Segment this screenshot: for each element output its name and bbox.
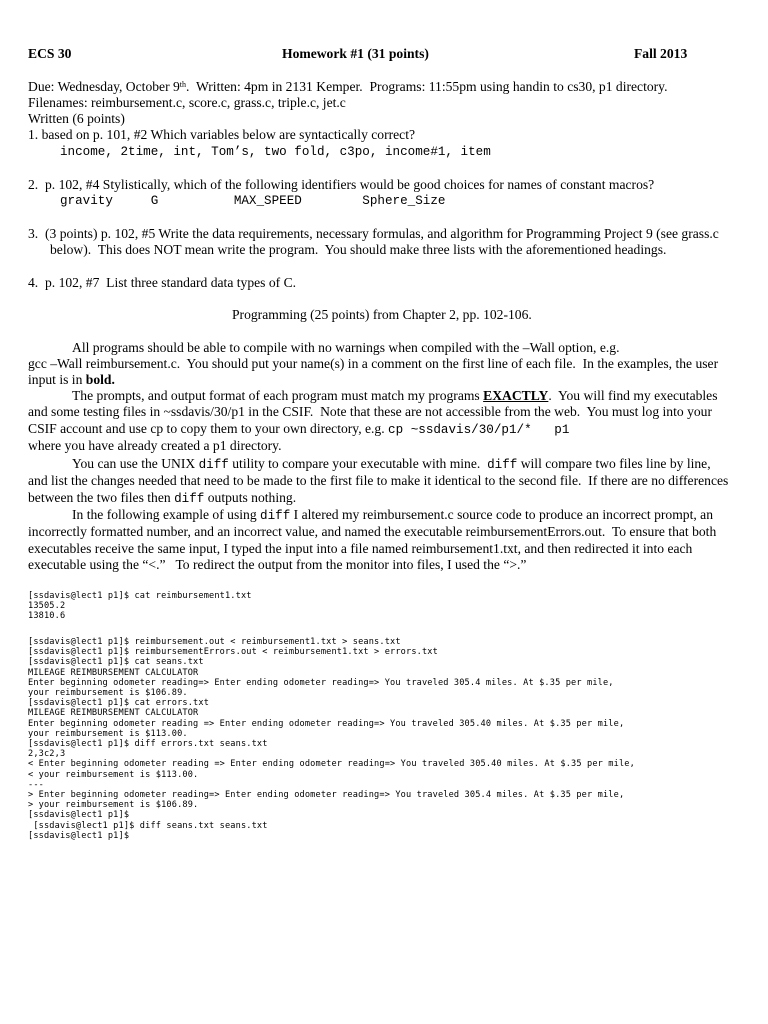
written-heading: Written (6 points)	[28, 111, 125, 126]
terminal-line: [ssdavis@lect1 p1]$ cat errors.txt	[28, 698, 210, 709]
para3-line1: You can use the UNIX diff utility to compare your executable with mine. diff will compare two files line by line,	[72, 456, 711, 472]
question-1-code: income, 2time, int, Tom’s, two fold, c3po, income#1, item	[60, 145, 491, 159]
para2-line2: and some testing files in ~ssdavis/30/p1 in the CSIF. Note that these are not accessible from the web. You must log into your	[28, 404, 712, 419]
terminal-line: < your reimbursement is $113.00.	[28, 769, 199, 780]
terminal-line: [ssdavis@lect1 p1]$ reimbursement.out < reimbursement1.txt > seans.txt	[28, 637, 401, 647]
filenames-line: Filenames: reimbursement.c, score.c, grass.c, triple.c, jet.c	[28, 95, 346, 110]
terminal-line: 13810.6	[28, 611, 66, 622]
terminal-line: [ssdavis@lect1 p1]$	[28, 810, 130, 821]
para3-line2: and list the changes needed that need to be made to the first file to make it identical to the second file. If there are no differences	[28, 473, 729, 488]
question-2: 2. p. 102, #4 Stylistically, which of the following identifiers would be good choices for names of constant macros?	[28, 177, 655, 192]
para4-line2: incorrectly formatted number, and an incorrect value, and named the executable reimbursementErrors.out. To ensure that both	[28, 524, 717, 539]
terminal-line: [ssdavis@lect1 p1]$ cat reimbursement1.txt	[28, 591, 252, 601]
para1-line2: gcc –Wall reimbursement.c. You should put your name(s) in a comment on the first line of each file. In the examples, the user	[28, 356, 719, 371]
terminal-line: [ssdavis@lect1 p1]$ reimbursementErrors.out < reimbursement1.txt > errors.txt	[28, 647, 438, 658]
terminal-line: > your reimbursement is $106.89.	[28, 800, 199, 811]
terminal-line: 2,3c2,3	[28, 749, 66, 760]
para3-line3: between the two files then diff outputs nothing.	[28, 490, 297, 506]
homework-title: Homework #1 (31 points)	[282, 46, 429, 61]
terminal-block-1	[28, 591, 252, 622]
terminal-line: Enter beginning odometer reading=> Enter ending odometer reading=> You traveled 305.4 miles. At $.35 per mile,	[28, 677, 614, 688]
terminal-line: ---	[28, 779, 44, 790]
due-line: Due: Wednesday, October 9th. Written: 4pm in 2131 Kemper. Programs: 11:55pm using handin to cs30, p1 directory.	[28, 79, 668, 94]
terminal-line: Enter beginning odometer reading => Enter ending odometer reading=> You traveled 305.40 miles. At $.35 per mile,	[28, 718, 625, 729]
term: Fall 2013	[634, 46, 688, 61]
question-4: 4. p. 102, #7 List three standard data types of C.	[28, 275, 297, 290]
terminal-line: [ssdavis@lect1 p1]$	[28, 830, 130, 841]
terminal-line: [ssdavis@lect1 p1]$ diff errors.txt seans.txt	[28, 739, 268, 750]
para2-line3: CSIF account and use cp to copy them to your own directory, e.g. cp ~ssdavis/30/p1/* p1	[28, 421, 570, 437]
question-3-line2: below). This does NOT mean write the program. You should make three lists with the aforementioned headings.	[50, 242, 667, 257]
para4-line4: executable using the “<.” To redirect the output from the monitor into files, I used the “>.”	[28, 557, 527, 572]
terminal-line: your reimbursement is $113.00.	[28, 728, 188, 739]
terminal-line: MILEAGE REIMBURSEMENT CALCULATOR	[28, 708, 199, 719]
para2-line1: The prompts, and output format of each program must match my programs EXACTLY. You will find my executables	[72, 388, 718, 403]
terminal-line: < Enter beginning odometer reading => Enter ending odometer reading=> You traveled 305.40 miles. At $.35 per mile,	[28, 759, 635, 770]
question-2-code: gravity G MAX_SPEED Sphere_Size	[60, 194, 446, 208]
para4-line1: In the following example of using diff I altered my reimbursement.c source code to produce an incorrect prompt, an	[72, 507, 713, 523]
terminal-line: your reimbursement is $106.89.	[28, 688, 188, 699]
para1-line3: input is in bold.	[28, 372, 115, 387]
para2-line4: where you have already created a p1 directory.	[28, 438, 282, 453]
terminal-block-2	[28, 637, 635, 841]
question-1: 1. based on p. 101, #2 Which variables below are syntactically correct?	[28, 127, 416, 142]
para1-line1: All programs should be able to compile with no warnings when compiled with the –Wall option, e.g.	[72, 340, 620, 355]
question-3-line1: 3. (3 points) p. 102, #5 Write the data requirements, necessary formulas, and algorithm for Programming Project 9 (see grass.c	[28, 226, 719, 241]
terminal-line: MILEAGE REIMBURSEMENT CALCULATOR	[28, 667, 199, 678]
terminal-line: [ssdavis@lect1 p1]$ diff seans.txt seans.txt	[28, 820, 268, 831]
terminal-line: > Enter beginning odometer reading=> Enter ending odometer reading=> You traveled 305.4 miles. At $.35 per mile,	[28, 790, 625, 801]
terminal-line: [ssdavis@lect1 p1]$ cat seans.txt	[28, 657, 204, 668]
para4-line3: executables receive the same input, I typed the input into a file named reimbursement1.txt, and then redirected it into each	[28, 541, 693, 556]
terminal-line: 13505.2	[28, 601, 66, 612]
course-code: ECS 30	[28, 46, 72, 61]
programming-heading: Programming (25 points) from Chapter 2, pp. 102-106.	[232, 307, 532, 322]
